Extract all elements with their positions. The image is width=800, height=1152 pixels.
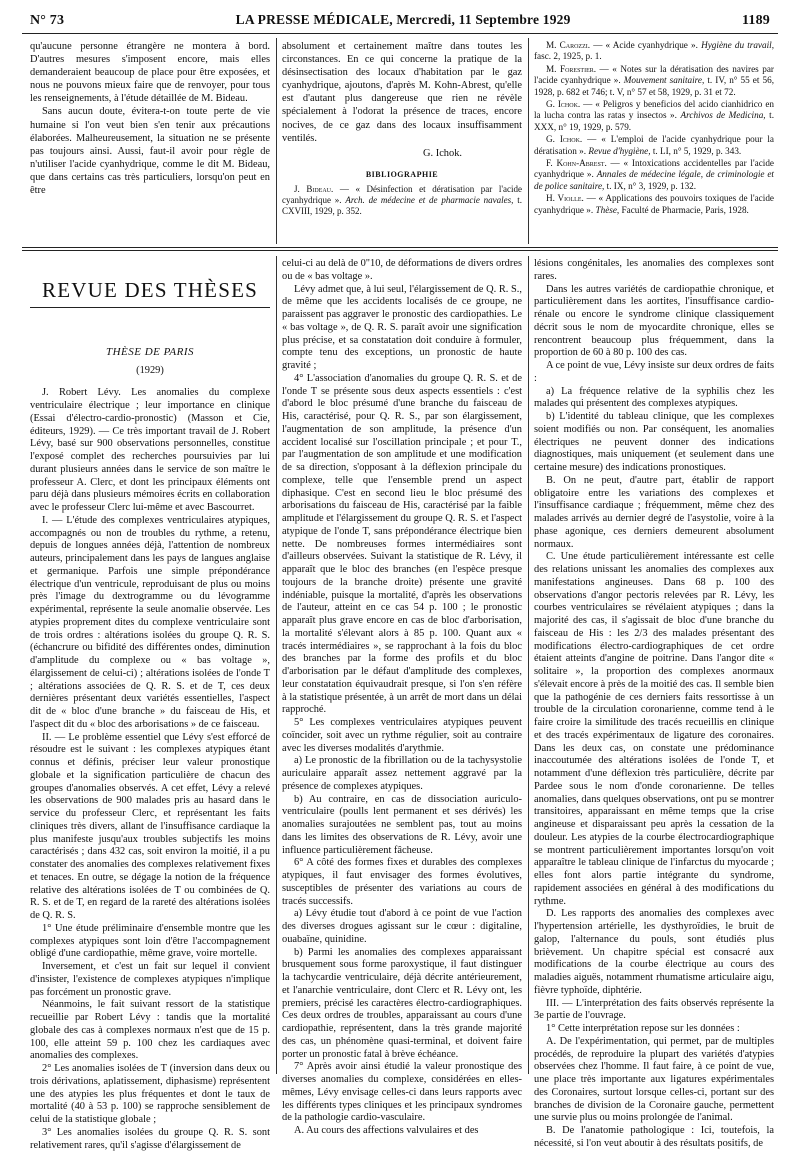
paragraph: absolument et certainement maître dans toutes les circonstances. En ce qui concerne la pratique de la désinsectisation des locaux d'habitation par le gaz cyanhydrique, ajoutons, d'après M. Kohn-Abrest, qu'elle est d'autant plus dangereuse que rien ne révèle spécialement à l'odorat la présence de traces, encore nocives, de ce gaz dans des locaux insuffisamment ventilés. — [282, 41, 522, 144]
paragraph: B. On ne peut, d'autre part, établir de rapport obligatoire entre les variations des complexes et l'insuffisance cardiaque ; fréquemment, même chez des malades arrivés au dernier degré de l'asystolie, voire à la phase agonique, ces derniers demeurent absolument normaux. — [534, 474, 774, 550]
paragraph: a) La fréquence relative de la syphilis chez les malades qui présentent des complexes atypiques. — [534, 385, 774, 410]
paragraph: I. — L'étude des complexes ventriculaires atypiques, accompagnés ou non de troubles du rythme, a retenu, depuis de longues années déjà, l'attention de nombreux auteurs, principalement dans les pays de langues anglaise et germanique. Parfois une simple prépondérance électrique d'un ventricule, reproduisant de plus ou moins près l'image du dextrogramme ou du lévogramme expérimental, représente la seule anomalie observée. Les atypies proprement dites du complexe ventriculaire sont de trois ordres : altérations isolées du groupe Q. R. S. (échancrure ou bifidité des différentes ondes, diminution d'amplitude du complexe ou « bas voltage », élargissement de celui-ci) ; altérations isolées de l'onde T ; altérations associées de Q. R. S. et de T, ces deux dernières présentant deux variétés essentielles, l'aspect dit de « bloc d'une branche » du faisceau de His, et l'aspect dit du « bloc des arborisations » de ce faisceau. — [30, 514, 270, 730]
paragraph: C. Une étude particulièrement intéressante est celle des relations unissant les anomalies des complexes aux manifestations angineuses. Dans 68 p. 100 des observations d'angor pectoris relevées par R. Lévy, les courbes ventriculaires se révélaient atypiques ; dans la majorité des cas, il s'agissait de bloc d'une branche du faisceau de His : les 2/3 des malades présentant des modifications électro-cardiographiques de cet ordre étaient atteints d'angine de poitrine. Dans l'angor dite « solitaire », la proportion des complexes anormaux s'élevait encore à près de la moitié des cas. Il semble bien que la pathogénie de ces derniers faits ressortisse à un trouble de la circulation coronarienne, comme tend à le faire croire la similitude des tracés recueillis en clinique et des tracés expérimentaux de ligature des coronaires. Dans les deux cas, on constate une prédominance inaccoutumée des altérations isolées de l'onde T, et notamment d'une déflexion très particulière, décrite par Pardee sous le nom d'onde coronarienne. De telles anomalies, dans quelques observations, ont pu se montrer transitoires, apparaissant en même temps que la crise angineuse et disparaissant peu après la cessation de la douleur. Les atypies de la courbe électrocardiographique se montrent particulièrement importantes lorsqu'on voit apparaître le tableau clinique de l'infarctus du myocarde ; elles font alors partie intégrante du syndrome, rapidement associées en général à des modifications du rythme. — [534, 551, 774, 907]
paragraph: Dans les autres variétés de cardiopathie chronique, et particulièrement dans les aortites, l'insuffisance cardio-rénale ou encore le syndrome clinique classiquement décrit sous le nom de myocardite chronique, elles se rencontrent beaucoup plus fréquemment, dans la proportion de 60 à 80 p. 100 des cas. — [534, 283, 774, 359]
review-column-1 — [30, 258, 270, 1151]
paragraph: 3° Les anomalies isolées du groupe Q. R. S. sont relativement rares, qu'il s'agisse d'élargissement de — [30, 1126, 270, 1151]
top-column-3 — [534, 40, 774, 242]
paragraph: 1° Cette interprétation repose sur les données : — [546, 1023, 740, 1034]
section-title: REVUE DES THÈSES — [30, 284, 270, 308]
paragraph: b) L'identité du tableau clinique, que les complexes soient modifiés ou non. Par conséquent, les anomalies électriques ne peuvent donner des indications diagnostiques, mais uniquement (et seulement dans une certaine mesure) des indications pronostiques. — [534, 411, 774, 473]
paragraph: lésions congénitales, les anomalies des complexes sont rares. — [534, 258, 774, 282]
section-subtitle: THÈSE DE PARIS — [105, 345, 195, 358]
review-column-3 — [534, 258, 774, 1149]
top-column-1 — [30, 40, 270, 242]
paragraph: 6° A côté des formes fixes et durables des complexes atypiques, il faut envisager des formes évolutives, susceptibles de présenter des variations au cours de tracés successifs. — [282, 857, 522, 907]
paragraph: Inversement, et c'est un fait sur lequel il convient d'insister, l'existence de complexes atypiques n'implique pas forcément un pronostic grave. — [30, 961, 270, 998]
column-rule — [276, 38, 277, 244]
paragraph: III. — L'interprétation des faits observés représente la 3e partie de l'ouvrage. — [534, 997, 774, 1022]
bibliography-entry: M. Forestier. — « Notes sur la dératisation des navires par l'acide cyanhydrique ». Mouvement sanitaire, t. IV, n° 55 et 56, 1928, p. 682 et 746; t. V, n° 57 et 58, 1929, p. 31 et 72. — [534, 63, 774, 97]
paragraph: A ce point de vue, Lévy insiste sur deux ordres de faits : — [534, 360, 774, 384]
paragraph: celui-ci au delà de 0"10, de déformations de divers ordres ou de « bas voltage ». — [282, 258, 522, 282]
top-column-2 — [282, 40, 522, 242]
paragraph: 5° Les complexes ventriculaires atypiques peuvent coïncider, soit avec un rythme régulier, soit au contraire avec les diverses modalités d'arythmie. — [282, 717, 522, 754]
paragraph: 7° Après avoir ainsi étudié la valeur pronostique des diverses anomalies du complexe, considérées en elles-mêmes, Lévy envisage celles-ci dans leurs rapports avec les différents types cliniques et les principaux syndromes de la pathologie cardio-vasculaire. — [282, 1061, 522, 1124]
paragraph: Lévy admet que, à lui seul, l'élargissement de Q. R. S., de même que les accidents localisés de ce groupe, ne paraissent pas aggraver le pronostic des cardiopathies. Le « bas voltage », de Q. R. S. paraît avoir une signification plus précise, et sa constatation doit conduire à formuler, compte tenu des exceptions, un pronostic de haute gravité ; — [282, 283, 522, 371]
page-header — [30, 12, 770, 34]
author-signature: G. Ichok. — [423, 147, 462, 159]
paragraph: 4° L'association d'anomalies du groupe Q. R. S. et de l'onde T se présente sous deux aspects essentiels : c'est d'abord le bloc présumé d'une branche du faisceau de His, caractérisé, pour Q. R. S., par son élargissement, l'augmentation de son amplitude, la présence d'un accident localisé sur l'oscillation principale ; et pour T., par l'augmentation de son amplitude et une modification de sa direction, s'opposant à la déflexion principale du complexe, telle que l'ensemble prend un aspect diphasique. C'est en second lieu le bloc présumé des arborisations du faisceau de His, caractérisé par la faible amplitude et l'élargissement du groupe Q. R. S. et l'aspect atypique de l'onde T, sans prépondérance électrique bien nette. De nombreuses formes intermédiaires sont d'ailleurs observées. Suivant la statistique de R. Lévy, il apparaît que le bloc des branches (en l'espèce presque toujours de la branche droite) présente une gravité indéniable, puisque la mortalité, d'après les observations de l'auteur, atteint en ce cas 54 p. 100 ; le pronostic apparaît plus grave encore en cas de bloc d'arborisation, la mortalité s'élevant alors à 85 p. 100. Quant aux « tracés intermédiaires », se rapprochant à la fois du bloc des branches par la forme des profils et du bloc d'arborisation par le défaut d'amplitude des complexes, leur constatation équivaudrait presque, si l'on s'en réfère à la statistique présentée, à un arrêt de mort dans un délai rapproché. — [282, 372, 522, 716]
issue-number: N° 73 — [30, 13, 65, 28]
section-rule — [22, 250, 778, 251]
paragraph: II. — Le problème essentiel que Lévy s'est efforcé de résoudre est le suivant : les complexes atypiques étant connus et définis, préciser leur valeur pronostique globale et la signification particulière de chacun des groupes d'anomalies observés. A cet effet, Lévy a relevé les observations de 900 malades pris au hasard dans le service du professeur Clerc, et représentant les faits cliniques très divers, allant de l'insuffisance cardiaque la plus manifeste jusqu'aux troubles subjectifs les moins caractérisés ; dans 432 cas, soit environ la moitié, il a pu constater des anomalies des complexes relativement fixes et tenaces. En outre, se dégage la notion de la fréquence relative des altérations isolées de T ou combinées de Q. R. S. et de T, en regard de la rareté des altérations isolées de Q. R. S. — [30, 731, 270, 921]
paragraph: Sans aucun doute, évitera-t-on toute perte de vie humaine si l'on veut bien s'en tenir aux précautions élaborées. Malheureusement, la situation ne se présente pas toujours ainsi. Aussi, faut-il avoir pour règle de n'utiliser l'acide cyanhydrique, comme le dit M. Bideau, que dans certains cas très particuliers, lorsqu'on peut en être — [30, 106, 270, 197]
bibliography-entry: M. Carozzi. — « Acide cyanhydrique ». Hygiène du travail, fasc. 2, 1925, p. 1. — [534, 40, 774, 62]
column-rule — [276, 256, 277, 1074]
bibliography-entry: H. Violle. — « Applications des pouvoirs toxiques de l'acide cyanhydrique ». Thèse, Faculté de Pharmacie, Paris, 1928. — [534, 193, 774, 215]
page-folio: 1189 — [741, 13, 770, 28]
bibliography-entry: F. Kohn-Abrest. — « Intoxications accidentelles par l'acide cyanhydrique ». Annales de médecine légale, de criminologie et de police sanitaire, t. IX, n° 3, 1929, p. 132. — [534, 158, 775, 191]
paragraph: Néanmoins, le fait suivant ressort de la statistique recueillie par Robert Lévy : tandis que la mortalité globale des cas à complexes normaux n'est que de 15 p. 100, elle atteint 59 p. 100 chez les cardiaques avec anomalies des complexes. — [30, 999, 270, 1062]
section-rule — [22, 247, 778, 248]
column-rule — [528, 256, 529, 1074]
bibliography-entry: G. Ichok. — « L'emploi de l'acide cyanhydrique pour la dératisation ». Revue d'hygiène, t. LI, n° 5, 1929, p. 343. — [534, 134, 774, 156]
review-column-2 — [282, 258, 522, 1136]
paragraph: qu'aucune personne étrangère ne montera à bord. D'autres mesures s'imposent encore, mais elles demanderaient beaucoup de place pour être exposées, et nous ne pouvons mieux faire que de renvoyer, pour tous les renseignements, à l'étude détaillée de M. Bideau. — [30, 41, 270, 105]
bibliography-entry: G. Ichok. — « Peligros y beneficios del acido cianhidrico en la lucha contra las ratas y insectos ». Archivos de Medicina, t. XXX, n° 19, 1929, p. 579. — [534, 99, 774, 132]
paragraph: D. Les rapports des anomalies des complexes avec l'hypertension artérielle, les dysthyroïdies, le bruit de galop, l'alternance du pouls, sont étudiés plus brièvement. Un chapitre spécial est consacré aux modifications de la courbe électrique au cours des maladies aiguës, notamment rhumatisme articulaire aigu, fièvre typhoïde, diphtérie. — [534, 908, 774, 996]
column-rule — [528, 38, 529, 244]
paragraph: b) Au contraire, en cas de dissociation auriculo-ventriculaire (poulls lent permanent et ses dérivés) les anomalies surajoutées ne semblent pas, tout au moins dans les limites des observations de R. Lévy, avoir une influence particulièrement fâcheuse. — [282, 793, 522, 856]
bibliography-list — [282, 184, 522, 217]
header-rule — [22, 33, 778, 34]
paragraph: A. Au cours des affections valvulaires et des — [294, 1125, 479, 1136]
paragraph: b) Parmi les anomalies des complexes apparaissant brusquement sous forme paroxystique, il faut distinguer la tachycardie ventriculaire, déjà décrite antérieurement, et l'anarchie ventriculaire, dont Clerc et R. Lévy ont, les premiers, précisé les caractères électro-cardiographiques. Ces deux ordres de troubles, apparaissant au cours d'une cardiopathie, représentent, dans la très grande majorité des cas, un phénomène quasi-terminal, et doivent faire porter un pronostic fatal à brève échéance. — [282, 946, 522, 1060]
review-lead-paragraph: J. Robert Lévy. Les anomalies du complexe ventriculaire électrique ; leur importance en clinique (Essai d'électro-cardio-pronostic) (Masson et Cie, éditeurs, 1929). — Ce très important travail de J. Robert Lévy, basé sur 900 observations personnelles, constitue l'exposé complet des recherches poursuivies par lui durant plusieurs années dans le service de son maître le professeur A. Clerc, et dont les principaux éléments ont paru déjà dans plusieurs mémoires écrits en collaboration avec le professeur Clerc lui-même et avec Bascourret. — [30, 387, 270, 513]
section-year: (1929) — [136, 364, 164, 376]
bibliography-entry: J. Bideau. — « Désinfection et dératisation par l'acide cyanhydrique ». Arch. de médecine et de pharmacie navales, t. CXVIII, 1929, p. 352. — [282, 183, 522, 216]
paragraph: 1° Une étude préliminaire d'ensemble montre que les complexes atypiques sont loin d'être l'accompagnement obligé d'une cardiopathie, même grave, voire mortelle. — [30, 922, 270, 960]
paragraph: A. De l'expérimentation, qui permet, par de multiples procédés, de reproduire la plupart des variétés d'atypies observées chez l'homme. Il faut faire, à ce point de vue, une place très importante aux ligatures expérimentales des Coronaires, surtout lorsque celles-ci, portant sur des branches de division de la Coronaire gauche, permettent une survie plus ou moins prolongée de l'animal. — [534, 1035, 774, 1124]
paragraph: B. De l'anatomie pathologique : Ici, toutefois, la nécessité, si l'on veut aboutir à des résultats positifs, de — [534, 1125, 774, 1149]
paragraph: a) Le pronostic de la fibrillation ou de la tachysystolie auriculaire apparaît assez nettement aggravé par la présence de complexes atypiques. — [282, 755, 522, 792]
bibliography-heading: BIBLIOGRAPHIE — [365, 169, 439, 179]
paragraph: 2° Les anomalies isolées de T (inversion dans deux ou trois dérivations, aplatissement, diphasisme) représentent une des atypies les plus fréquentes et dont le taux de mortalité (40 à 53 p. 100) se rapproche sensiblement de celui de la statistique globale ; — [30, 1063, 270, 1125]
paragraph: a) Lévy étudie tout d'abord à ce point de vue l'action des diverses drogues agissant sur le cœur : digitaline, ouabaïne, quinidine. — [282, 908, 522, 945]
masthead-title: LA PRESSE MÉDICALE, Mercredi, 11 Septembre 1929 — [235, 12, 571, 27]
